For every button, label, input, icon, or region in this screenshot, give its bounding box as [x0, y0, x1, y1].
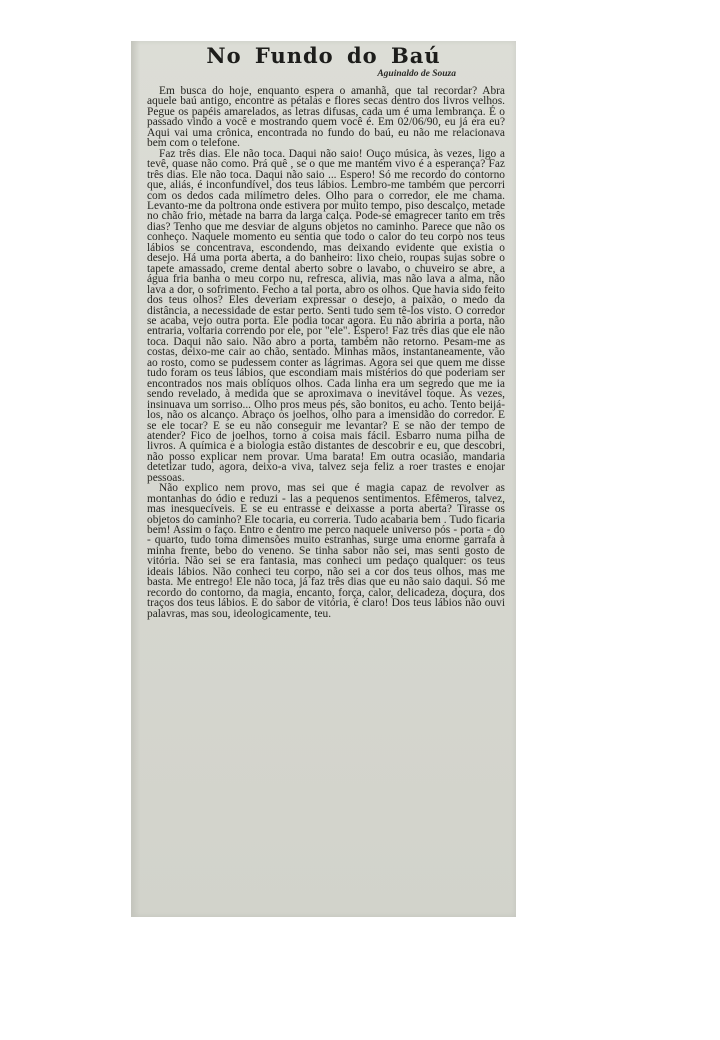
article-paragraph-1: Em busca do hoje, enquanto espera o amanhã, que tal recordar? Abra aquele baú antigo, encontre as pétalas e flores secas dentro dos livros velhos. Pegue os papéis amarelados, as letras difusas, cada um é uma lembrança. É o passado vindo a você e mostrando quem você é. Em 02/06/90, eu já era eu? Aqui vai uma crônica, encontrada no fundo do baú, eu não me relacionava bem com o telefone. [147, 85, 505, 150]
article-title: No Fundo do Baú [206, 43, 441, 68]
newspaper-clipping [131, 41, 516, 917]
article-paragraph-2: Faz três dias. Ele não toca. Daqui não saio! Ouço música, às vezes, ligo a tevê, quase não como. Prá quê , se o que me mantém vivo é a esperança? Faz três dias. Ele não toca. Daqui não saio ... Espero! Só me recordo do contorno que, aliás, é inconfundível, dos teus lábios. Lembro-me também que percorri com os dedos cada milímetro deles. Olho para o corredor, ele me chama. Levanto-me da poltrona onde estivera por muito tempo, piso descalço, metade no chão frio, metade na barra da larga calça. Pode-se emagrecer tanto em três dias? Tenho que me desviar de alguns objetos no caminho. Parece que não os conheço. Naquele momento eu sentia que todo o calor do teu corpo nos teus lábios se concentrava, escondendo, mas deixando evidente que existia o desejo. Há uma porta aberta, a do banheiro: lixo cheio, roupas sujas sobre o tapete amassado, creme dental aberto sobre o lavabo, o chuveiro se abre, a água fria banha o meu corpo nu, refresca, alivia, mas não lava a alma, não lava a dor, o sofrimento. Fecho a tal porta, abro os olhos. Que havia sido feito dos teus olhos? Eles deveriam expressar o desejo, a paixão, o medo da distância, a necessidade de estar perto. Senti tudo sem tê-los visto. O corredor se acaba, vejo outra porta. Ele podia tocar agora. Eu não abriria a porta, não entraria, voltaria correndo por ele, por "ele". Espero! Faz três dias que ele não toca. Daqui não saio. Não abro a porta, também não retorno. Pesam-me as costas, deixo-me cair ao chão, sentado. Minhas mãos, instantaneamente, vão ao rosto, como se pudessem conter as lágrimas. Agora sei que quem me disse tudo foram os teus lábios, que escondiam mais mistérios do que poderiam ser encontrados nos mais oblíquos olhos. Cada linha era um segredo que me ia sendo revelado, à medida que se aproximava o inevitável toque. Às vezes, insinuava um sorriso... Olho pros meus pés, são bonitos, eu acho. Tento beijá-los, não os alcanço. Abraço os joelhos, olho para a imensidão do corredor. E se ele tocar? E se eu não conseguir me levantar? E se não der tempo de atender? Fico de joelhos, torno a coisa mais fácil. Esbarro numa pilha de livros. A química e a biologia estão distantes de descobrir e eu, que descobri, não posso explicar nem provar. Uma barata! Em outra ocasião, mandaria detetizar tudo, agora, deixo-a viva, talvez seja feliz a roer trastes e enojar pessoas. [147, 147, 505, 484]
article-author: Aguinaldo de Souza [377, 69, 456, 79]
article-body [147, 86, 505, 619]
article-paragraph-3: Não explico nem provo, mas sei que é magia capaz de revolver as montanhas do ódio e reduzi - las a pequenos sentimentos. Efêmeros, talvez, mas inesquecíveis. E se eu entrasse e deixasse a porta aberta? Tirasse os objetos do caminho? Ele tocaria, eu correria. Tudo acabaria bem . Tudo ficaria bem! Assim o faço. Entro e dentro me perco naquele universo pós - porta - do - quarto, tudo toma dimensões muito estranhas, surge uma enorme garrafa à minha frente, bebo do veneno. Se tinha sabor não sei, mas senti gosto de vitória. Não sei se era fantasia, mas conheci um pedaço qualquer: os teus ideais lábios. Não conheci teu corpo, não sei a cor dos teus olhos, mas me basta. Me entrego! Ele não toca, já faz três dias que eu não saio daqui. Só me recordo do contorno, da magia, encanto, força, calor, delicadeza, doçura, dos traços dos teus lábios. E do sabor de vitória, é claro! Dos teus lábios não ouvi palavras, mas sou, ideologicamente, teu. [147, 482, 505, 620]
